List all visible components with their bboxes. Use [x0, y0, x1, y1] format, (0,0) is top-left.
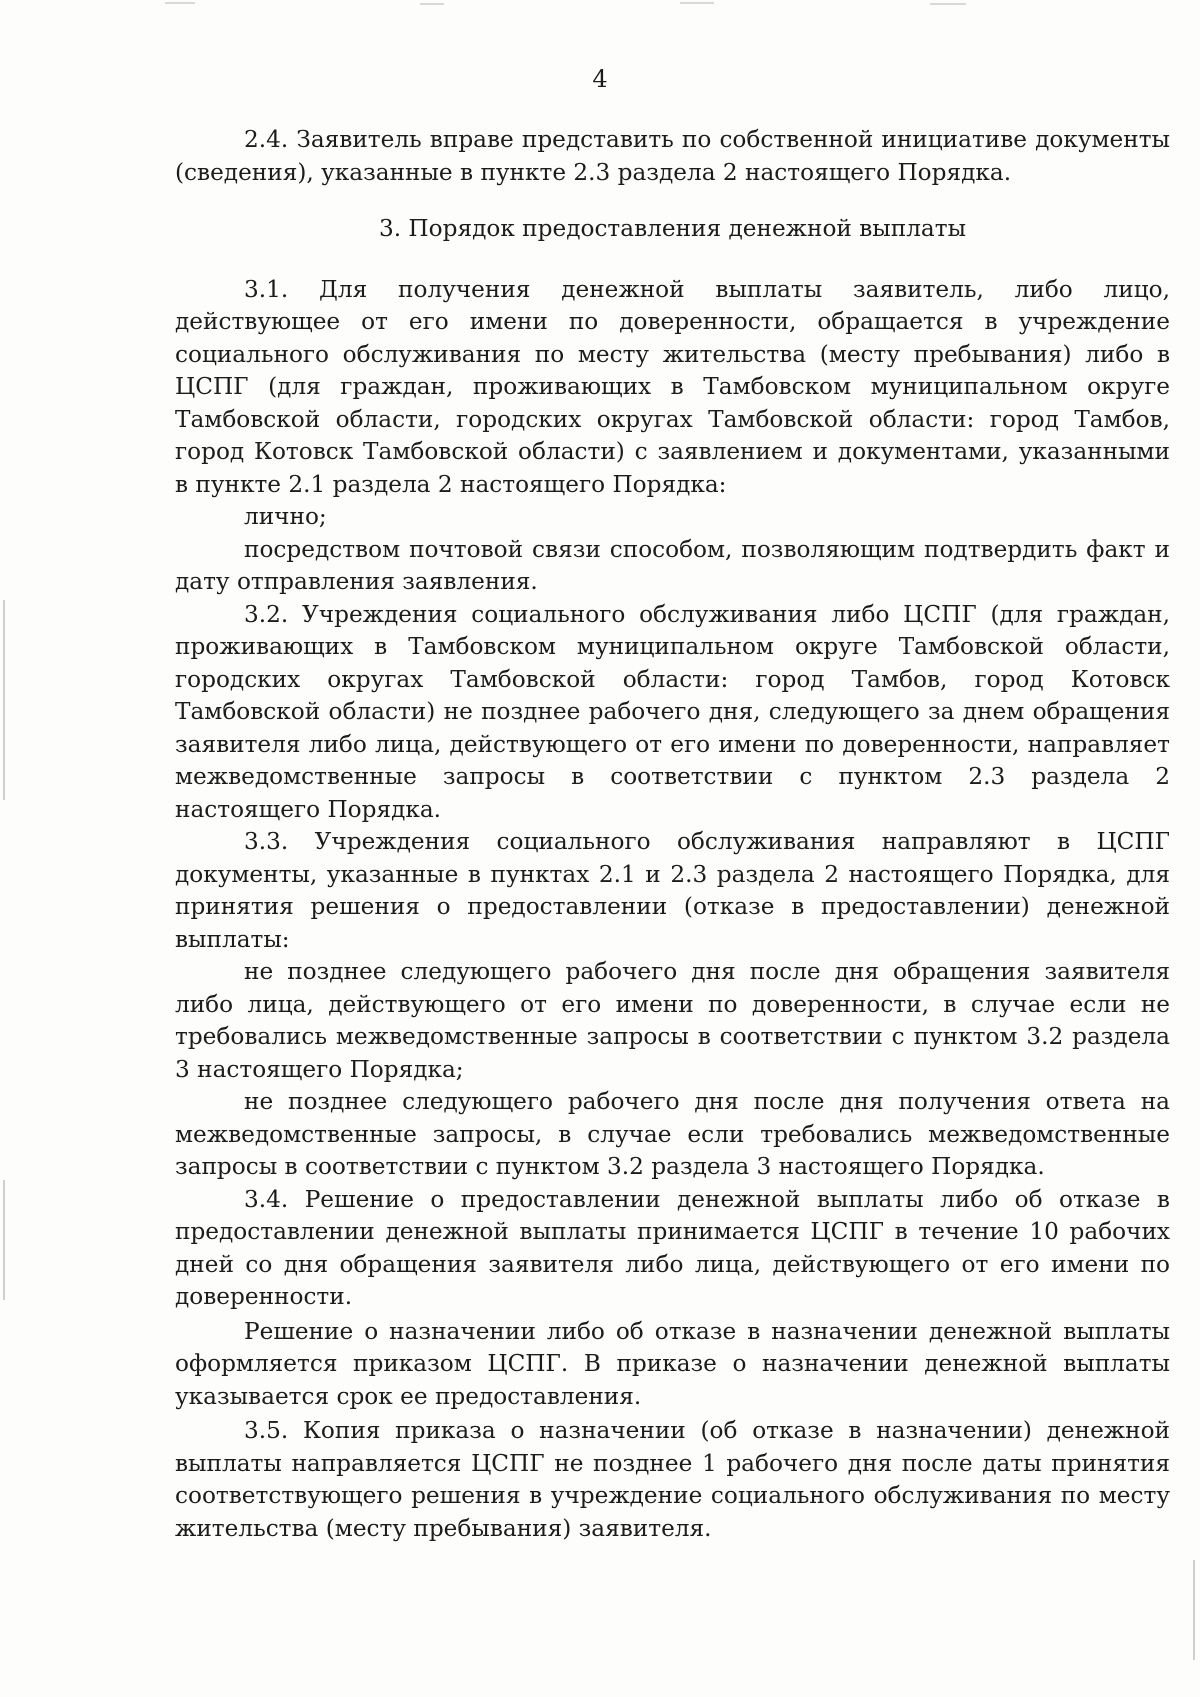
paragraph-3-4: 3.4. Решение о предоставлении денежной выплаты либо об отказе в предоставлении денежной выплаты принимается ЦСПГ в течение 10 рабочих дней со дня обращения заявителя либо лица, действующего от его имени по доверенности. — [175, 1185, 1170, 1310]
paragraph-3-3-option-2: не позднее следующего рабочего дня после дня получения ответа на межведомственные запросы, в случае если требовались межведомственные запросы в соответствии с пунктом 3.2 раздела 3 настоящего Порядка. — [175, 1088, 1170, 1180]
scan-artifact — [930, 3, 966, 5]
paragraph-2-4: 2.4. Заявитель вправе представить по собственной инициативе документы (сведения), указанные в пункте 2.3 раздела 2 настоящего Порядка. — [175, 126, 1170, 186]
scan-artifact — [680, 2, 714, 4]
paragraph-by-post: посредством почтовой связи способом, позволяющим подтвердить факт и дату отправления заявления. — [175, 535, 1170, 595]
paragraph-in-person: лично; — [244, 503, 327, 530]
scan-artifact — [420, 3, 444, 5]
paragraph-3-5: 3.5. Копия приказа о назначении (об отказе в назначении) денежной выплаты направляется ЦСПГ не позднее 1 рабочего дня после даты принятия соответствующего решения в учреждение социального обслуживания по месту жительства (месту пребывания) заявителя. — [175, 1417, 1170, 1542]
scan-artifact — [3, 1180, 5, 1300]
paragraph-3-2: 3.2. Учреждения социального обслуживания либо ЦСПГ (для граждан, проживающих в Тамбовском муниципальном округе Тамбовской области, городских округах Тамбовской области: город Тамбов, город Котовск Тамбовской области) не позднее рабочего дня, следующего за днем обращения заявителя либо лица, действующего от его имени по доверенности, направляет межведомственные запросы в соответствии с пунктом 2.3 раздела 2 настоящего Порядка. — [175, 600, 1170, 823]
scan-artifact — [3, 600, 5, 800]
scan-artifact — [165, 2, 195, 4]
scan-artifact — [1193, 1560, 1195, 1660]
paragraph-3-4-decision: Решение о назначении либо об отказе в назначении денежной выплаты оформляется приказом ЦСПГ. В приказе о назначении денежной выплаты указывается срок ее предоставления. — [175, 1317, 1170, 1410]
document-body — [175, 124, 1170, 1545]
section-heading-3: 3. Порядок предоставления денежной выплаты — [378, 215, 967, 242]
page-number: 4 — [592, 65, 608, 93]
paragraph-3-3-option-1: не позднее следующего рабочего дня после дня обращения заявителя либо лица, действующего от его имени по доверенности, в случае если не требовались межведомственные запросы в соответствии с пунктом 3.2 раздела 3 настоящего Порядка; — [175, 958, 1170, 1083]
paragraph-3-3: 3.3. Учреждения социального обслуживания направляют в ЦСПГ документы, указанные в пунктах 2.1 и 2.3 раздела 2 настоящего Порядка, для принятия решения о предоставлении (отказе в предоставлении) денежной выплаты: — [175, 828, 1170, 953]
paragraph-3-1: 3.1. Для получения денежной выплаты заявитель, либо лицо, действующее от его имени по доверенности, обращается в учреждение социального обслуживания по месту жительства (месту пребывания) либо в ЦСПГ (для граждан, проживающих в Тамбовском муниципальном округе Тамбовской области, городских округах Тамбовской области: город Тамбов, город Котовск Тамбовской области) с заявлением и документами, указанными в пункте 2.1 раздела 2 настоящего Порядка: — [175, 275, 1170, 498]
